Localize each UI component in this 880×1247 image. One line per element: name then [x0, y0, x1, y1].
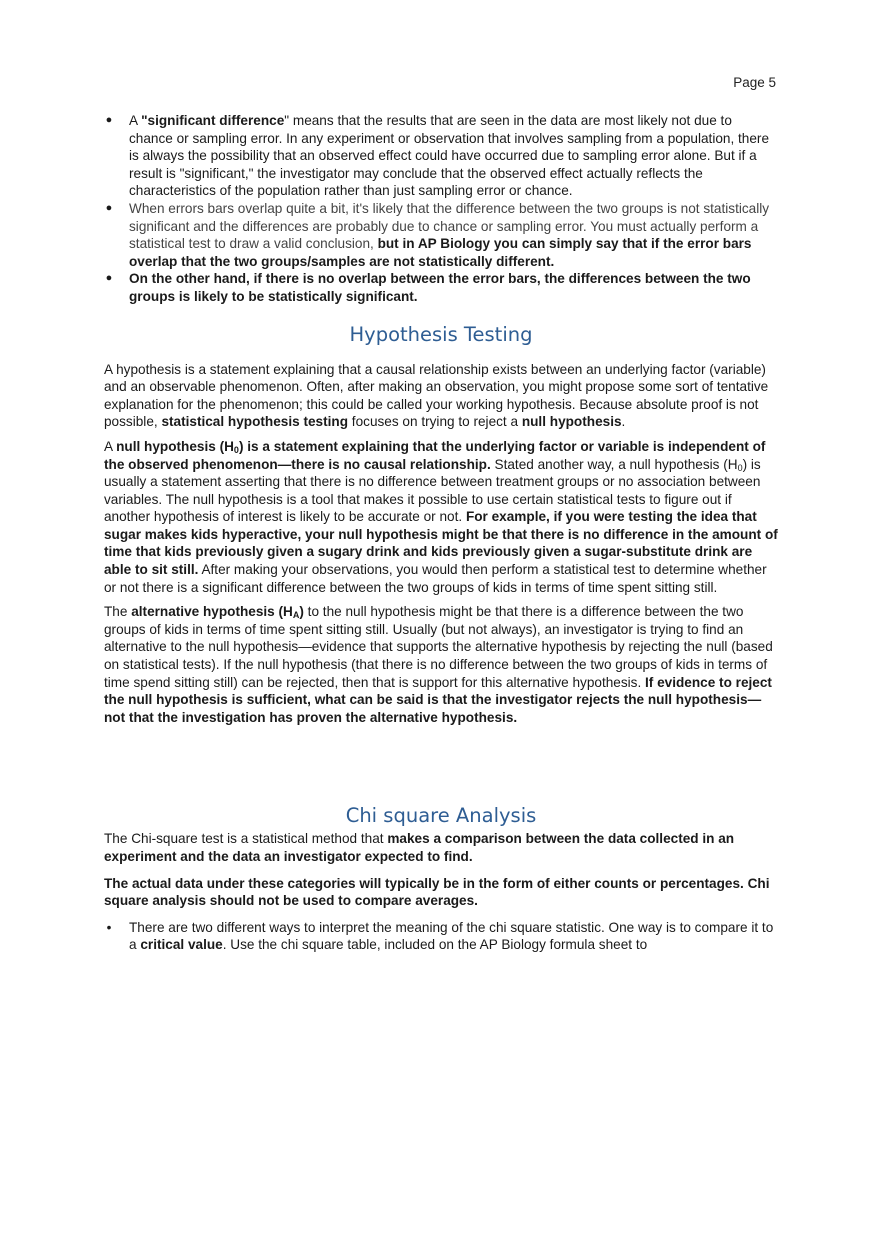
chi-square-heading: Chi square Analysis — [345, 804, 537, 828]
chi-square-bullet-list — [104, 919, 778, 954]
chi-square-paragraph-2: The actual data under these categories will typically be in the form of either counts or percentages. Chi square analysis should not be used to compare averages. — [104, 875, 770, 909]
list-item: ● A "significant difference" means that the results that are seen in the data are most likely not due to chance or sampling error. In any experiment or observation that involves sampling from a population, there is always the possibility that an observed effect could have occurred due to sampling error alone. But if a result is "significant," the investigator may conclude that the observed effect actually reflects the characteristics of the population rather than just sampling error or chance. — [105, 113, 770, 199]
null-hypothesis-paragraph: A null hypothesis $(H_0)$ is a statement explaining that the underlying factor or variable is independent of the observed phenomenon—there is no causal relationship. Stated another way, a null hypothesis $(H_0)$ is usually a statement asserting that there is no difference between treatment groups or no association between variables. The null hypothesis is a tool that makes it possible to use certain statistical tests to figure out if another hypothesis of interest is likely to be accurate or not. For example, if you were testing the idea that sugar makes kids hyperactive, your null hypothesis might be that there is no difference in the amount of time that kids previously given a sugary drink and kids previously given a sugar-substitute drink are able to sit still. After making your observations, you would then perform a statistical test to determine whether or not there is a significant difference between the two groups of kids in terms of time spent sitting still. — [104, 438, 778, 595]
page-body — [104, 112, 778, 954]
bullet-dot-icon: ● — [105, 114, 113, 126]
hypothesis-testing-heading: Hypothesis Testing — [349, 322, 533, 346]
bullet-dot-icon: ● — [105, 201, 113, 214]
bullet-dot-icon: ● — [105, 272, 113, 285]
page-number: Page 5 — [733, 75, 776, 90]
chi-square-paragraph-1: The Chi-square test is a statistical method that makes a comparison between the data collected in an experiment and the data an investigator expected to find. — [104, 831, 735, 864]
list-item: • There are two different ways to interpret the meaning of the chi square statistic. One way is to compare it to a critical value. Use the chi square table, included on the AP Biology formula sheet to — [104, 919, 778, 954]
alternative-hypothesis-paragraph: The alternative hypothesis $(H_A)$ to the null hypothesis might be that there is a difference between the two groups of kids in terms of time spent sitting still. Usually (but not always), an investigator is trying to find an alternative to the null hypothesis—evidence that supports the alternative hypothesis by rejecting the null (based on statistical tests). If the null hypothesis (that there is no difference between the two groups of kids in terms of time spend sitting still) can be rejected, then that is support for this alternative hypothesis. If evidence to reject the null hypothesis is sufficient, what can be said is that the investigator rejects the null hypothesis—not that the investigation has proven the alternative hypothesis. — [104, 604, 773, 725]
list-item: ● When errors bars overlap quite a bit, it's likely that the difference between the two groups is not statistically significant and the differences are probably due to chance or sampling error. You must actually perform a statistical test to draw a valid conclusion, but in AP Biology you can simply say that if the error bars overlap that the two groups/samples are not statistically different. — [105, 200, 770, 269]
hypothesis-paragraph-1: A hypothesis is a statement explaining that a causal relationship exists between an underlying factor (variable) and an observable phenomenon. Often, after making an observation, you might propose some sort of tentative explanation for the phenomenon; this could be called your working hypothesis. Because absolute proof is not possible, statistical hypothesis testing focuses on trying to reject a null hypothesis. — [104, 361, 769, 430]
list-item: ● On the other hand, if there is no overlap between the error bars, the differences between the two groups is likely to be statistically significant. — [105, 271, 751, 304]
bullet-dot-icon: • — [106, 919, 112, 935]
significance-bullet-list — [104, 112, 778, 306]
